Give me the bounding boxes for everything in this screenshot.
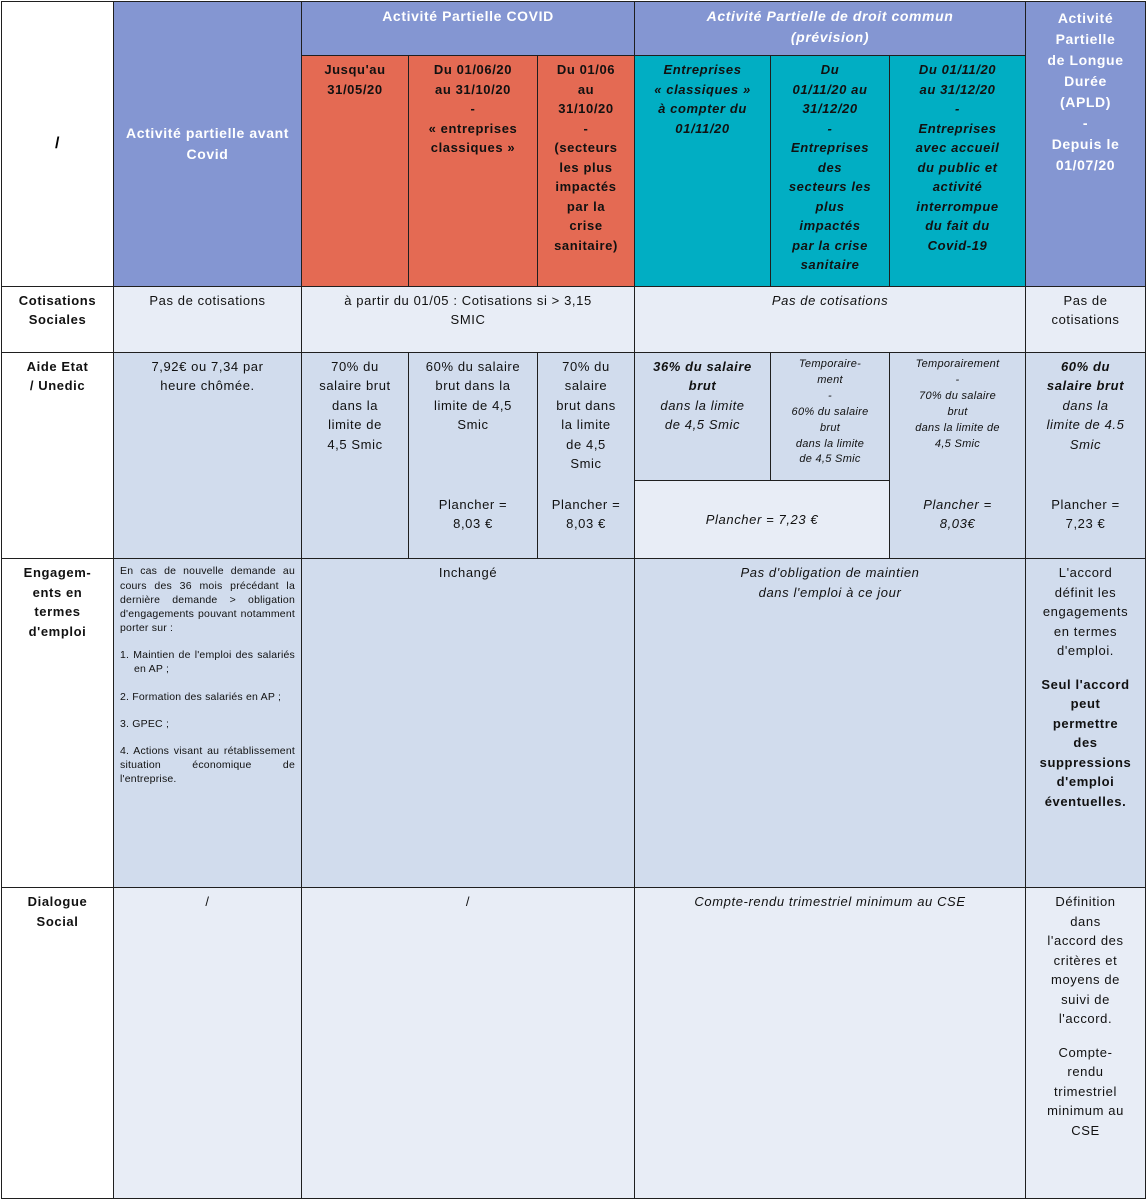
text-line: de Longue: [1047, 52, 1124, 68]
engagements-apld-bold: [1030, 675, 1141, 812]
text-line: salaire brut: [319, 378, 391, 394]
engagements-apld-text: [1030, 563, 1141, 661]
text-line: -: [470, 101, 476, 117]
text-line: dans l'emploi à ce jour: [758, 584, 902, 600]
text-line: du public et: [917, 159, 998, 175]
text-line: Du 01/11/20: [918, 62, 997, 78]
text-line: par la: [566, 198, 606, 214]
text-line: 4,5 Smic: [327, 436, 383, 452]
text-line: 60% du: [1060, 358, 1111, 374]
text-line: 36% du salaire: [653, 358, 752, 374]
text-line: définit les: [1054, 584, 1117, 600]
text-line: secteurs les: [788, 179, 872, 195]
text-line: engagements: [1042, 604, 1129, 620]
text-line: L'accord: [1058, 565, 1113, 581]
aide-dc-accueil-public-plancher: [890, 495, 1025, 534]
text-line: salaire brut: [1046, 378, 1125, 394]
text-line: dans la: [1062, 397, 1109, 413]
text-line: (secteurs: [554, 140, 618, 156]
cotisations-avant-covid: Pas de cotisations: [114, 286, 302, 352]
engagements-avant-covid: [114, 559, 302, 888]
text-line: ment: [817, 373, 843, 386]
text-line: l'accord des: [1047, 933, 1124, 949]
text-line: suppressions: [1039, 754, 1132, 770]
dialogue-droit-commun: Compte-rendu trimestriel minimum au CSE: [635, 888, 1026, 1199]
text-line: Plancher =: [551, 496, 621, 512]
aide-apld: [1026, 352, 1146, 559]
text-line: en termes: [1053, 623, 1118, 639]
text-line: dans: [1070, 913, 1101, 929]
text-line: 7,92€ ou 7,34 par: [151, 358, 264, 374]
text-line: brut dans la: [435, 378, 511, 394]
text-line: -: [583, 120, 589, 136]
text-line: 60% du salaire: [791, 405, 869, 418]
text-line: Smic: [570, 456, 602, 472]
text-line: des: [1073, 735, 1098, 751]
text-line: cotisations: [1051, 312, 1120, 328]
aide-dc-accueil-public: [890, 352, 1026, 559]
text-line: de 4,5 Smic: [664, 417, 741, 433]
engagements-intro: En cas de nouvelle demande au cours des 36 mois précédant la dernière demande > obligation d'engagements pouvant notamment porter sur :: [120, 565, 295, 635]
text-line: Covid-19: [927, 237, 988, 253]
engagements-item-4: 4. Actions visant au rétablissement situation économique de l'entreprise.: [120, 744, 295, 786]
aide-apld-plancher: [1026, 495, 1145, 534]
text-line: Partielle: [1055, 31, 1116, 47]
text-line: des: [817, 159, 843, 175]
text-line: éventuelles.: [1044, 793, 1127, 809]
aide-dc-classiques-bold: [639, 357, 766, 396]
engagements-item-1: 1. Maintien de l'emploi des salariés en AP ;: [120, 649, 295, 676]
dialogue-apld-text-2: [1030, 1043, 1141, 1141]
header-covid-secteurs: [538, 56, 635, 287]
text-line: ents en: [32, 584, 83, 600]
dialogue-covid: /: [302, 888, 635, 1199]
header-covid-group: Activité Partielle COVID: [302, 2, 635, 56]
text-line: -: [1082, 115, 1089, 131]
aide-dc-classiques-limit: [639, 396, 766, 435]
text-line: impactés: [799, 218, 861, 234]
text-line: « entreprises: [428, 120, 518, 136]
aide-covid-secteurs: [538, 352, 635, 559]
text-line: SMIC: [450, 312, 486, 328]
text-line: 31/10/20: [558, 101, 614, 117]
dialogue-apld-text: [1030, 892, 1141, 1029]
engagements-droit-commun: [635, 559, 1026, 888]
text-line: 01/11/20 au: [792, 81, 868, 97]
text-line: Entreprises: [790, 140, 870, 156]
aide-covid-classiques-rate: [413, 357, 533, 435]
text-line: Du: [820, 62, 840, 78]
text-line: à compter du: [658, 101, 747, 117]
text-line: permettre: [1052, 715, 1119, 731]
dialogue-avant-covid: /: [114, 888, 302, 1199]
text-line: dans la limite: [660, 397, 745, 413]
text-line: sanitaire: [800, 257, 860, 273]
text-line: Depuis le: [1051, 136, 1120, 152]
text-line: rendu: [1067, 1064, 1104, 1080]
text-line: 01/11/20: [675, 120, 730, 136]
text-line: limite de: [328, 417, 382, 433]
text-line: moyens de: [1051, 972, 1121, 988]
text-line: Définition: [1055, 894, 1116, 910]
header-covid-classiques: [409, 56, 538, 287]
text-line: 31/12/20: [802, 101, 858, 117]
header-covid-until-0531: [302, 56, 409, 287]
text-line: par la crise: [792, 237, 868, 253]
aide-dc-classiques: [635, 352, 771, 480]
aide-dc-secteurs: [771, 352, 890, 480]
text-line: minimum au: [1047, 1103, 1124, 1119]
aide-avant-covid: [114, 352, 302, 559]
text-line: Activité Partielle de droit commun: [706, 8, 954, 24]
text-line: dans la limite: [795, 437, 865, 450]
text-line: dans la: [331, 397, 379, 413]
text-line: Pas d'obligation de maintien: [740, 565, 920, 581]
dialogue-apld: [1026, 888, 1146, 1199]
text-line: 8,03 €: [453, 516, 493, 532]
text-line: interrompue: [916, 198, 999, 214]
text-line: Sociales: [28, 312, 87, 328]
text-line: au 31/12/20: [919, 81, 996, 97]
text-line: brut: [947, 405, 968, 418]
row-label-cotisations: [2, 286, 114, 352]
text-line: -: [955, 373, 960, 386]
text-line: brut dans: [556, 397, 616, 413]
cotisations-droit-commun: Pas de cotisations: [635, 286, 1026, 352]
text-line: 8,03 €: [566, 516, 606, 532]
engagements-item-2: 2. Formation des salariés en AP ;: [120, 690, 282, 703]
text-line: Pas de: [1063, 292, 1108, 308]
text-line: 70% du salaire: [919, 389, 996, 402]
text-line: du fait du: [925, 218, 990, 234]
text-line: au: [577, 81, 595, 97]
text-line: Temporaire-: [798, 357, 862, 370]
text-line: (prévision): [790, 29, 870, 45]
cotisations-apld: [1026, 286, 1146, 352]
text-line: Durée: [1064, 73, 1107, 89]
text-line: termes: [34, 604, 81, 620]
header-dc-classiques: [635, 56, 771, 287]
text-line: Plancher =: [923, 496, 992, 512]
aide-covid-classiques-plancher: [409, 495, 537, 534]
aide-covid-secteurs-rate: [542, 357, 630, 474]
text-line: Du 01/06: [556, 62, 616, 78]
text-line: 70% du: [331, 358, 379, 374]
aide-covid-until-0531: [302, 352, 409, 559]
text-line: Compte-: [1058, 1044, 1113, 1060]
text-line: peut: [1070, 696, 1101, 712]
text-line: la limite: [561, 417, 611, 433]
corner-cell: /: [2, 2, 114, 287]
cotisations-covid: [302, 286, 635, 352]
text-line: plus: [815, 198, 845, 214]
text-line: 8,03€: [939, 516, 976, 532]
engagements-item-3: 3. GPEC ;: [120, 717, 170, 730]
text-line: dans la limite de: [915, 421, 1000, 434]
text-line: crise: [569, 218, 603, 234]
text-line: les plus: [559, 159, 613, 175]
text-line: Smic: [457, 417, 489, 433]
aide-covid-classiques: [409, 352, 538, 559]
text-line: Social: [36, 913, 79, 929]
text-line: salaire: [564, 378, 608, 394]
text-line: de 4,5: [566, 436, 606, 452]
aide-covid-secteurs-plancher: [538, 495, 634, 534]
text-line: critères et: [1053, 952, 1118, 968]
text-line: heure chômée.: [160, 378, 255, 394]
text-line: d'emploi: [28, 623, 87, 639]
text-line: Activité: [1057, 10, 1114, 26]
text-line: de 4,5 Smic: [799, 453, 861, 466]
comparison-table: [1, 1, 1146, 1199]
text-line: 7,23 €: [1065, 516, 1106, 532]
text-line: d'emploi.: [1057, 643, 1115, 659]
row-label-engagements: [2, 559, 114, 888]
text-line: Seul l'accord: [1041, 676, 1130, 692]
header-dc-secteurs: [771, 56, 890, 287]
text-line: / Unedic: [29, 378, 86, 394]
text-line: Cotisations: [18, 292, 97, 308]
aide-apld-bold: [1030, 357, 1141, 396]
text-line: brut: [688, 378, 717, 394]
text-line: limite de 4,5: [434, 397, 512, 413]
engagements-apld: [1026, 559, 1146, 888]
text-line: activité: [932, 179, 983, 195]
text-line: trimestriel: [1054, 1083, 1117, 1099]
header-droit-commun-group: [635, 2, 1026, 56]
text-line: (APLD): [1059, 94, 1112, 110]
row-label-aide: [2, 352, 114, 559]
text-line: 01/07/20: [1055, 157, 1116, 173]
text-line: classiques »: [430, 140, 516, 156]
text-line: CSE: [1071, 1122, 1100, 1138]
aide-dc-accueil-public-rate: [894, 357, 1021, 453]
row-label-dialogue: [2, 888, 114, 1199]
aide-dc-plancher: Plancher = 7,23 €: [635, 481, 890, 559]
text-line: l'accord.: [1058, 1011, 1113, 1027]
text-line: Entreprises: [663, 62, 742, 78]
header-apld: [1026, 2, 1146, 287]
text-line: avec accueil: [915, 140, 1000, 156]
text-line: limite de 4.5: [1046, 417, 1125, 433]
text-line: « classiques »: [654, 81, 751, 97]
text-line: à partir du 01/05 : Cotisations si > 3,15: [344, 292, 592, 308]
text-line: -: [828, 389, 832, 402]
text-line: Plancher =: [438, 496, 508, 512]
text-line: brut: [819, 421, 841, 434]
text-line: Engagem-: [23, 565, 92, 581]
text-line: sanitaire): [554, 237, 618, 253]
text-line: Smic: [1069, 436, 1102, 452]
text-line: 4,5 Smic: [934, 437, 981, 450]
text-line: Du 01/06/20: [433, 62, 513, 78]
text-line: impactés: [555, 179, 617, 195]
text-line: Entreprises: [918, 120, 997, 136]
text-line: Plancher =: [1051, 496, 1120, 512]
header-dc-accueil-public: [890, 56, 1026, 287]
text-line: 31/05/20: [327, 81, 383, 97]
text-line: 60% du salaire: [425, 358, 521, 374]
text-line: suivi de: [1061, 991, 1110, 1007]
text-line: Jusqu'au: [324, 62, 386, 78]
text-line: Temporairement: [915, 357, 1000, 370]
aide-apld-limit: [1030, 396, 1141, 455]
text-line: 70% du: [562, 358, 610, 374]
text-line: Dialogue: [27, 894, 88, 910]
text-line: d'emploi: [1056, 774, 1115, 790]
text-line: Aide Etat: [26, 358, 89, 374]
header-avant-covid: Activité partielle avant Covid: [114, 2, 302, 287]
text-line: -: [955, 101, 960, 117]
engagements-covid: Inchangé: [302, 559, 635, 888]
text-line: -: [827, 120, 833, 136]
text-line: au 31/10/20: [435, 81, 511, 97]
